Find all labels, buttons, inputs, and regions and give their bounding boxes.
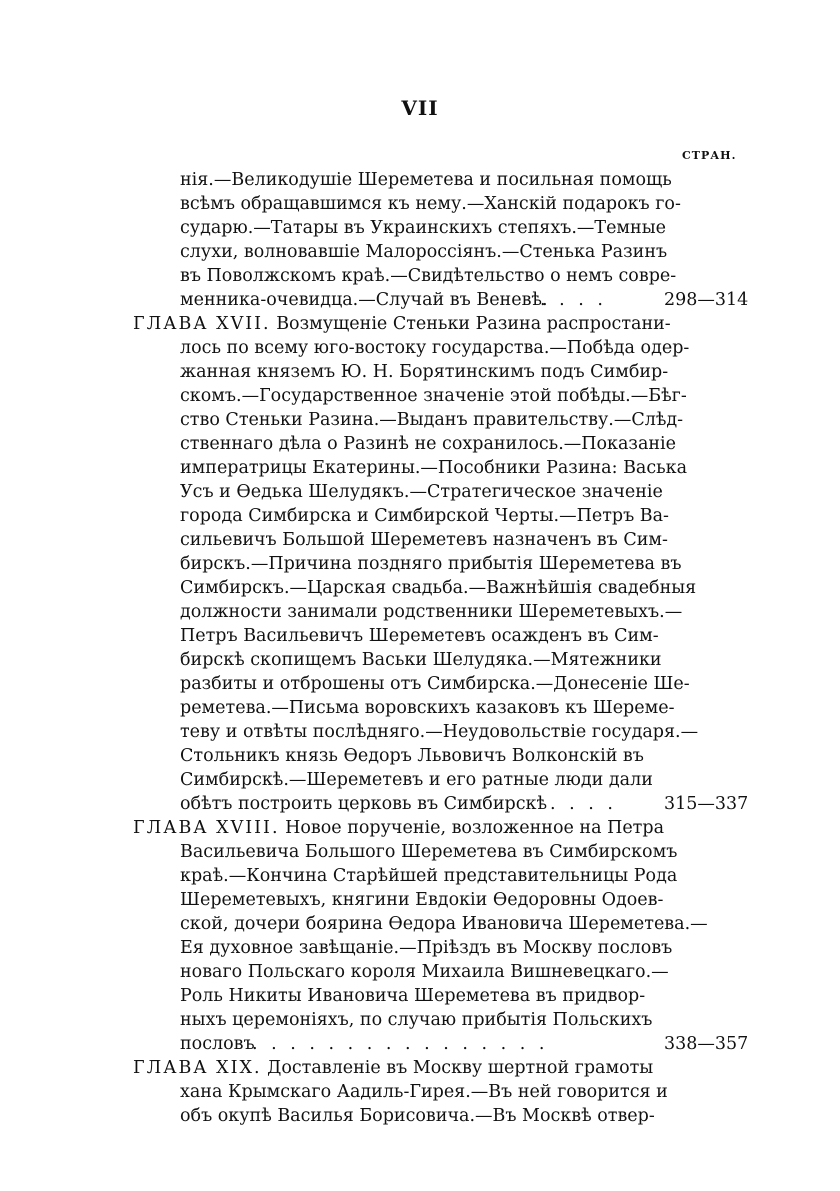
chapter-label: ГЛАВА XVII.: [133, 314, 271, 334]
toc-line: Усъ и Ѳедька Шелудякъ.—Стратегическое значеніе: [180, 482, 663, 502]
toc-line: должности занимали родственники Шереметевыхъ.—: [180, 602, 683, 622]
toc-line: пословъ: [180, 1034, 255, 1054]
toc-line: лось по всему юго-востоку государства.—Побѣда одер-: [180, 338, 690, 358]
toc-line: сильевичъ Большой Шереметевъ назначенъ въ Сим-: [180, 530, 668, 550]
toc-entry-first-line: [133, 1056, 653, 1080]
toc-line: объ окупѣ Василья Борисовича.—Въ Москвѣ отвер-: [180, 1106, 655, 1126]
toc-line: бирскъ.—Причина поздняго прибытія Шереметева въ: [180, 554, 682, 574]
toc-line: императрицы Екатерины.—Пособники Разина: Васька: [180, 458, 688, 478]
toc-line: Симбирскъ.—Царская свадьба.—Важнѣйшія свадебныя: [180, 578, 697, 598]
toc-line: Доставленіе въ Москву шертной грамоты: [267, 1058, 654, 1078]
chapter-label: ГЛАВА XIX.: [133, 1058, 262, 1078]
toc-line: города Симбирска и Симбирской Черты.—Петръ Ва-: [180, 506, 669, 526]
toc-line: ственнаго дѣла о Разинѣ не сохранилось.—Показаніе: [180, 434, 677, 454]
page-number: VII: [401, 96, 439, 120]
toc-page-range: 315—337: [664, 794, 749, 814]
toc-line: ство Стеньки Разина.—Выданъ правительству.—Слѣд-: [180, 410, 684, 430]
toc-line: скомъ.—Государственное значеніе этой побѣды.—Бѣг-: [180, 386, 687, 406]
toc-entry-first-line: [133, 816, 664, 840]
toc-leader-dots: . . . .: [550, 794, 617, 814]
toc-line: Петръ Васильевичъ Шереметевъ осажденъ въ Сим-: [180, 626, 659, 646]
toc-line: новаго Польскаго короля Михаила Вишневецкаго.—: [180, 962, 669, 982]
toc-page-range: 338—357: [664, 1034, 749, 1054]
toc-line: Шереметевыхъ, княгини Евдокіи Ѳедоровны Одоев-: [180, 890, 664, 910]
toc-line: Новое порученіе, возложенное на Петра: [285, 818, 664, 838]
page-column-label: СТРАН.: [682, 149, 737, 162]
toc-line: нія.—Великодушіе Шереметева и посильная помощь: [180, 170, 672, 190]
toc-entry-first-line: [133, 312, 671, 336]
toc-line: всѣмъ обращавшимся къ нему.—Ханскій подарокъ го-: [180, 194, 681, 214]
toc-line: Возмущеніе Стеньки Разина распростани-: [276, 314, 671, 334]
toc-line: бирскѣ скопищемъ Васьки Шелудяка.—Мятежники: [180, 650, 662, 670]
toc-line: Симбирскѣ.—Шереметевъ и его ратные люди дали: [180, 770, 653, 790]
toc-line: ныхъ церемоніяхъ, по случаю прибытія Польскихъ: [180, 1010, 653, 1030]
toc-line: Васильевича Большого Шереметева въ Симбирскомъ: [180, 842, 678, 862]
toc-line: слухи, волновавшіе Малороссіянъ.—Стенька Разинъ: [180, 242, 668, 262]
toc-line: въ Поволжскомъ краѣ.—Свидѣтельство о немъ совре-: [180, 266, 677, 286]
toc-leader-dots: . . . . . . . . . . . . . . . .: [252, 1034, 549, 1054]
toc-line: Стольникъ князь Ѳедоръ Львовичъ Волконскій въ: [180, 746, 644, 766]
toc-line: ской, дочери боярина Ѳедора Ивановича Шереметева.—: [180, 914, 708, 934]
toc-line: жанная княземъ Ю. Н. Борятинскимъ подъ Симбир-: [180, 362, 669, 382]
toc-line: теву и отвѣты послѣдняго.—Неудовольствіе государя.—: [180, 722, 699, 742]
toc-line: разбиты и отброшены отъ Симбирска.—Донесеніе Ше-: [180, 674, 690, 694]
toc-line: Роль Никиты Ивановича Шереметева въ придвор-: [180, 986, 646, 1006]
toc-line: менника-очевидца.—Случай въ Веневѣ.: [180, 290, 548, 310]
toc-line: Ея духовное завѣщаніе.—Пріѣздъ въ Москву пословъ: [180, 938, 673, 958]
chapter-label: ГЛАВА XVIII.: [133, 818, 280, 838]
toc-line: обѣтъ построить церковь въ Симбирскѣ: [180, 794, 547, 814]
toc-line: краѣ.—Кончина Старѣйшей представительницы Рода: [180, 866, 678, 886]
toc-line: хана Крымскаго Аадиль-Гирея.—Въ ней говорится и: [180, 1082, 668, 1102]
toc-line: реметева.—Письма воровскихъ казаковъ къ Шереме-: [180, 698, 675, 718]
toc-line: сударю.—Татары въ Украинскихъ степяхъ.—Темные: [180, 218, 666, 238]
toc-leader-dots: . . . .: [540, 290, 607, 310]
toc-page-range: 298—314: [664, 290, 749, 310]
